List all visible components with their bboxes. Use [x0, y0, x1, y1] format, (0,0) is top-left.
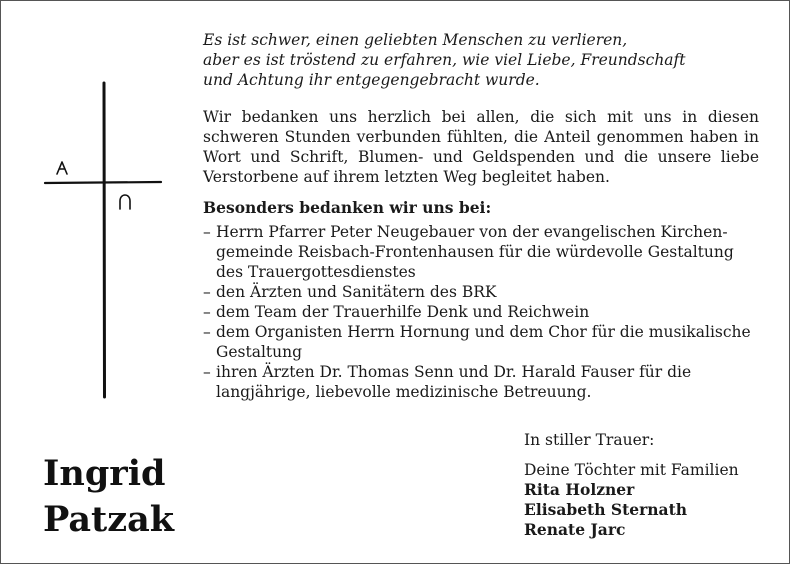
mourner-name: Elisabeth Sternath	[524, 500, 688, 519]
special-thanks-list	[203, 222, 759, 402]
mourners-block	[524, 430, 739, 540]
cross-vertical-bar	[104, 83, 105, 397]
cross-alpha-omega-icon	[41, 79, 171, 404]
alpha-icon	[57, 162, 67, 174]
memorial-quote	[203, 30, 759, 90]
thanks-paragraph: Wir bedanken uns herzlich bei allen, die sich mit uns in diesen schweren Stunden verbunden fühlten, die Anteil genommen haben in Wort und Schrift, Blumen- und Geldspenden und die unsere liebe Verstorbene auf ihrem letzten Weg begleitet haben.	[203, 108, 759, 186]
list-item: – Herrn Pfarrer Peter Neugebauer von der evangelischen Kirchengemeinde Reisbach-Frontenhausen für die würdevolle Gestaltung des Trauergottesdienstes	[203, 222, 759, 282]
quote-line: und Achtung ihr entgegengebracht wurde.	[203, 71, 540, 89]
cross-horizontal-bar	[45, 182, 161, 183]
list-item: – den Ärzten und Sanitätern des BRK	[203, 282, 759, 302]
family-line: Deine Töchter mit Familien	[524, 461, 739, 479]
special-thanks-heading: Besonders bedanken wir uns bei:	[203, 198, 492, 217]
list-item: – ihren Ärzten Dr. Thomas Senn und Dr. Harald Fauser für die langjährige, liebevolle medizinische Betreuung.	[203, 362, 759, 402]
obituary-text	[203, 30, 759, 402]
list-item: – dem Organisten Herrn Hornung und dem Chor für die musikalische Gestaltung	[203, 322, 759, 362]
mourner-name: Rita Holzner	[524, 480, 635, 499]
deceased-name	[43, 451, 174, 543]
quote-line: aber es ist tröstend zu erfahren, wie viel Liebe, Freundschaft	[203, 51, 686, 69]
mourner-name: Renate Jarc	[524, 520, 626, 539]
list-item: – dem Team der Trauerhilfe Denk und Reichwein	[203, 302, 759, 322]
quote-line: Es ist schwer, einen geliebten Menschen zu verlieren,	[203, 31, 628, 49]
deceased-first-name: Ingrid	[43, 453, 166, 494]
omega-icon	[120, 195, 130, 209]
mourning-intro: In stiller Trauer:	[524, 431, 655, 449]
deceased-last-name: Patzak	[43, 499, 175, 540]
